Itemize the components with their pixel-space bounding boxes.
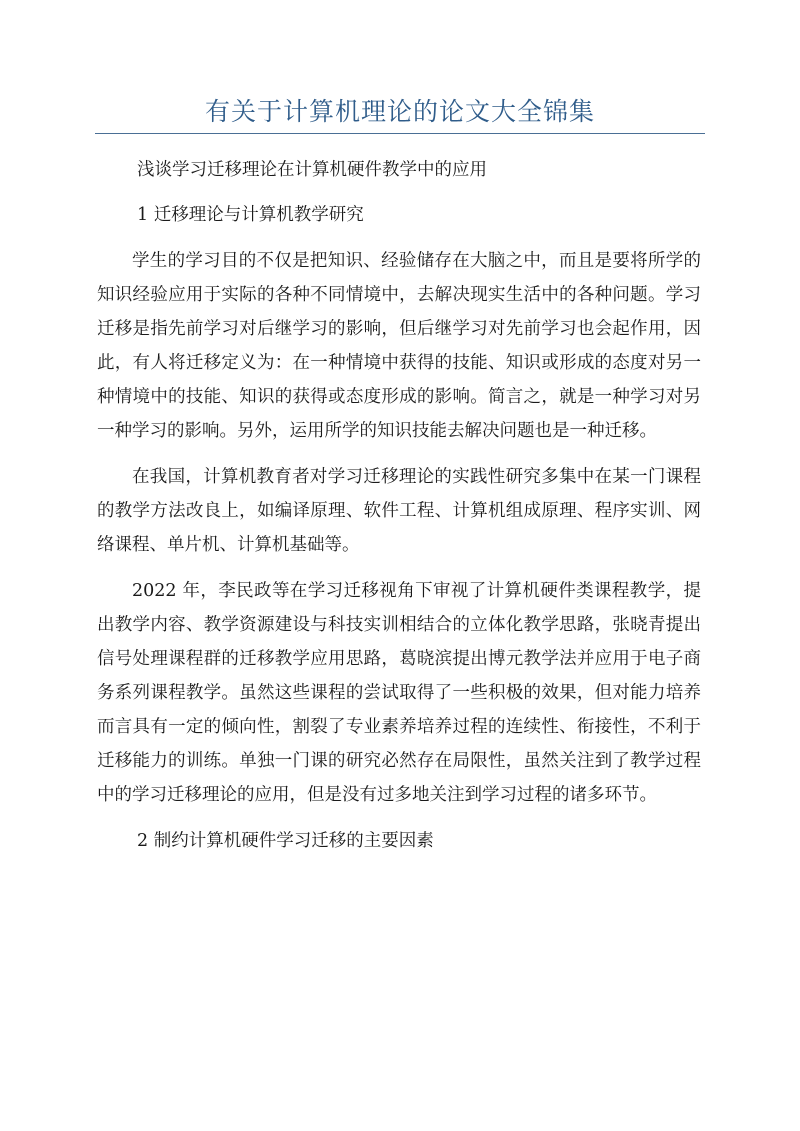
document-body	[97, 153, 701, 870]
title-underline	[95, 133, 705, 134]
document-title: 有关于计算机理论的论文大全锦集	[204, 97, 595, 126]
article-title: 浅谈学习迁移理论在计算机硬件教学中的应用	[137, 160, 487, 180]
section-heading-1: 1 迁移理论与计算机教学研究	[137, 205, 364, 225]
paragraph-1: 学生的学习目的不仅是把知识、经验储存在大脑之中，而且是要将所学的知识经验应用于实际的各种不同情境中，去解决现实生活中的各种问题。学习迁移是指先前学习对后继学习的影响，但后继学习对先前学习也会起作用，因此，有人将迁移定义为：在一种情境中获得的技能、知识或形成的态度对另一种情境中的技能、知识的获得或态度形成的影响。简言之，就是一种学习对另一种学习的影响。另外，运用所学的知识技能去解决问题也是一种迁移。	[97, 251, 701, 441]
section-heading-2: 2 制约计算机硬件学习迁移的主要因素	[137, 831, 434, 851]
paragraph-3: 2022 年，李民政等在学习迁移视角下审视了计算机硬件类课程教学，提出教学内容、教学资源建设与科技实训相结合的立体化教学思路，张晓青提出信号处理课程群的迁移教学应用思路，葛晓滨提出博元教学法并应用于电子商务系列课程教学。虽然这些课程的尝试取得了一些积极的效果，但对能力培养而言具有一定的倾向性，割裂了专业素养培养过程的连续性、衔接性，不利于迁移能力的训练。单独一门课的研究必然存在局限性，虽然关注到了教学过程中的学习迁移理论的应用，但是没有过多地关注到学习过程的诸多环节。	[97, 581, 701, 805]
paragraph-2: 在我国，计算机教育者对学习迁移理论的实践性研究多集中在某一门课程的教学方法改良上，如编译原理、软件工程、计算机组成原理、程序实训、网络课程、单片机、计算机基础等。	[97, 467, 701, 555]
